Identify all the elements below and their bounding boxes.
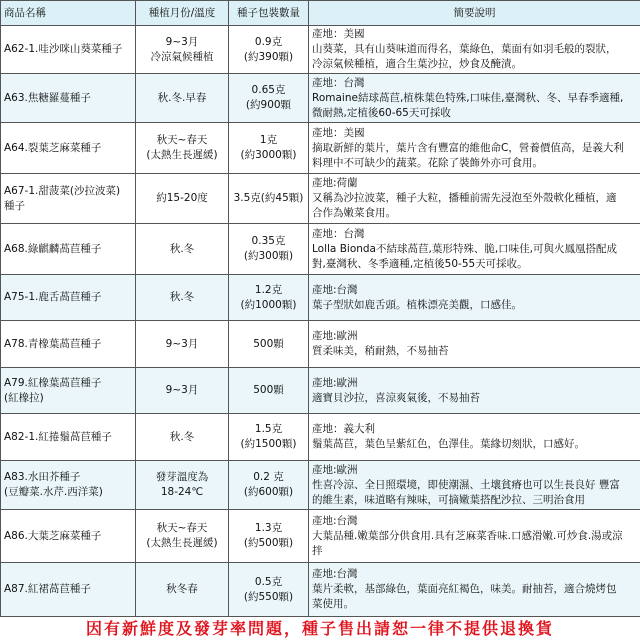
package-quantity-line: 1.3克 <box>232 521 305 536</box>
package-quantity-cell <box>229 174 309 224</box>
description-line: 大葉品種.嫩葉部分供食用.具有芝麻菜香味.口感滑嫩.可炒食.湯或涼 <box>312 529 637 544</box>
description-line: 微耐熱,定植後60-65天可採收 <box>312 106 637 121</box>
product-name-cell <box>1 368 136 414</box>
description-line: 產地:歐洲 <box>312 329 637 344</box>
description-cell <box>309 275 640 321</box>
product-name-line: A87.紅裙萵苣種子 <box>4 582 132 597</box>
description-line: 性喜冷涼、全日照環境，即使潮濕、土壤貧瘠也可以生長良好 豐富 <box>312 478 637 493</box>
product-name-line: A83.水田芥種子 <box>4 470 132 485</box>
description-cell <box>309 224 640 275</box>
description-line: 的維生素，味道略有辣味，可摘嫩葉搭配沙拉、三明治食用 <box>312 493 637 508</box>
description-line: 產地:荷蘭 <box>312 176 637 191</box>
planting-season-line: 9~3月 <box>139 383 225 398</box>
product-name-cell <box>1 510 136 563</box>
description-cell <box>309 74 640 123</box>
product-name-line: (紅橡拉) <box>4 391 132 406</box>
table-row <box>1 563 640 617</box>
planting-season-cell <box>136 563 229 617</box>
description-line: 產地：美國 <box>312 126 637 141</box>
package-quantity-line: 1克 <box>232 133 305 148</box>
planting-season-line: 秋.冬.早春 <box>139 91 225 106</box>
planting-season-cell <box>136 414 229 461</box>
header-name: 商品名稱 <box>1 1 136 26</box>
product-name-line: A86.大葉芝麻菜種子 <box>4 529 132 544</box>
description-cell <box>309 368 640 414</box>
planting-season-line: 秋冬春 <box>139 582 225 597</box>
product-name-cell <box>1 414 136 461</box>
planting-season-line: 9~3月 <box>139 35 225 50</box>
product-name-line: A82-1.紅捲鬚萵苣種子 <box>4 430 132 445</box>
package-quantity-line: 0.5克 <box>232 575 305 590</box>
description-line: 冷涼氣候種植，適合生葉沙拉，炒食及醃漬。 <box>312 57 637 72</box>
package-quantity-line: (約500顆) <box>232 536 305 551</box>
description-line: 產地：義大利 <box>312 422 637 437</box>
table-row <box>1 321 640 368</box>
planting-season-line: 秋.冬 <box>139 290 225 305</box>
description-line: 產地:台灣 <box>312 283 637 298</box>
product-name-cell <box>1 321 136 368</box>
package-quantity-cell <box>229 123 309 174</box>
package-quantity-line: (約1500顆) <box>232 437 305 452</box>
product-name-cell <box>1 26 136 74</box>
table-row <box>1 275 640 321</box>
header-season: 種植月份/溫度 <box>136 1 229 26</box>
planting-season-cell <box>136 461 229 510</box>
table-row <box>1 510 640 563</box>
package-quantity-line: 0.35克 <box>232 234 305 249</box>
table-row <box>1 461 640 510</box>
package-quantity-cell <box>229 74 309 123</box>
package-quantity-cell <box>229 368 309 414</box>
description-line: 菜使用。 <box>312 597 637 612</box>
package-quantity-cell <box>229 275 309 321</box>
product-name-cell <box>1 224 136 275</box>
planting-season-line: (太熱生長遲緩) <box>139 536 225 551</box>
planting-season-line: 秋.冬 <box>139 242 225 257</box>
package-quantity-line: (約1000顆) <box>232 298 305 313</box>
package-quantity-cell <box>229 321 309 368</box>
package-quantity-line: (約3000顆) <box>232 148 305 163</box>
header-desc: 簡要說明 <box>309 1 640 26</box>
description-cell <box>309 414 640 461</box>
package-quantity-cell <box>229 26 309 74</box>
planting-season-line: 18-24℃ <box>139 485 225 500</box>
description-line: 拌 <box>312 544 637 559</box>
description-cell <box>309 321 640 368</box>
header-pack: 種子包裝數量 <box>229 1 309 26</box>
description-line: 產地:台灣 <box>312 567 637 582</box>
planting-season-cell <box>136 224 229 275</box>
table-row <box>1 123 640 174</box>
description-line: 質柔味美，稍耐熱，不易抽苔 <box>312 344 637 359</box>
description-line: 葉片柔軟，基部綠色，葉面亮紅褐色，味美。耐抽苔，適合燒烤包 <box>312 582 637 597</box>
package-quantity-line: 500顆 <box>232 337 305 352</box>
planting-season-cell <box>136 275 229 321</box>
table-row <box>1 26 640 74</box>
package-quantity-line: 0.9克 <box>232 35 305 50</box>
description-line: 合作為嫩菜食用。 <box>312 206 637 221</box>
product-name-cell <box>1 461 136 510</box>
product-name-cell <box>1 275 136 321</box>
planting-season-line: 秋天~春天 <box>139 133 225 148</box>
planting-season-cell <box>136 321 229 368</box>
description-line: 產地:台灣 <box>312 514 637 529</box>
package-quantity-cell <box>229 461 309 510</box>
product-name-line: (豆瓣菜.水芹.西洋菜) <box>4 485 132 500</box>
product-name-line: A67-1.甜菠菜(沙拉波菜) <box>4 184 132 199</box>
planting-season-line: 冷涼氣候種植 <box>139 50 225 65</box>
product-name-line: A79.紅橡葉萵苣種子 <box>4 376 132 391</box>
description-cell <box>309 563 640 617</box>
description-cell <box>309 26 640 74</box>
description-line: 葉子型狀如鹿舌頭。植株漂亮美觀，口感佳。 <box>312 298 637 313</box>
package-quantity-line: 0.65克 <box>232 83 305 98</box>
product-name-line: A78.青橡葉萵苣種子 <box>4 337 132 352</box>
planting-season-cell <box>136 510 229 563</box>
package-quantity-line: (約300顆) <box>232 249 305 264</box>
table-row <box>1 368 640 414</box>
table-row <box>1 414 640 461</box>
package-quantity-line: 0.2 克 <box>232 470 305 485</box>
description-line: 產地：台灣 <box>312 76 637 91</box>
planting-season-line: 秋天~春天 <box>139 521 225 536</box>
planting-season-cell <box>136 123 229 174</box>
product-name-cell <box>1 174 136 224</box>
product-name-line: A63.焦糖羅蔓種子 <box>4 91 132 106</box>
description-line: 適寶貝沙拉，喜涼爽氣後，不易抽苔 <box>312 391 637 406</box>
description-cell <box>309 174 640 224</box>
planting-season-cell <box>136 174 229 224</box>
planting-season-line: 秋.冬 <box>139 430 225 445</box>
product-name-line: A64.裂葉芝麻菜種子 <box>4 141 132 156</box>
description-line: Lolla Bionda不結球萵苣,葉形特殊、脆,口味佳,可與火鳳凰搭配成 <box>312 242 637 257</box>
description-line: 料理中不可缺少的蔬菜。花除了裝飾外亦可食用。 <box>312 156 637 171</box>
package-quantity-line: (約900顆 <box>232 98 305 113</box>
planting-season-cell <box>136 368 229 414</box>
package-quantity-cell <box>229 510 309 563</box>
description-line: 山葵菜，具有山葵味道而得名，葉綠色，葉面有如羽毛般的裂狀， <box>312 42 637 57</box>
product-name-line: A75-1.鹿舌萵苣種子 <box>4 290 132 305</box>
description-line: 鬚葉萵苣，葉色呈紫紅色，色澤佳。葉緣切刻狀，口感好。 <box>312 437 637 452</box>
description-line: Romaine結球萵苣,植株葉色特殊,口味佳,臺灣秋、冬、早春季適種, <box>312 91 637 106</box>
description-cell <box>309 510 640 563</box>
table-row <box>1 224 640 275</box>
planting-season-line: 9~3月 <box>139 337 225 352</box>
description-cell <box>309 461 640 510</box>
description-line: 產地:歐洲 <box>312 376 637 391</box>
package-quantity-line: 500顆 <box>232 383 305 398</box>
package-quantity-line: 1.2克 <box>232 283 305 298</box>
description-cell <box>309 123 640 174</box>
description-line: 產地：美國 <box>312 27 637 42</box>
table-row <box>1 174 640 224</box>
return-policy-notice: 因有新鮮度及發芽率問題，種子售出請恕一律不提供退換貨 <box>0 617 640 641</box>
product-name-line: A62-1.哇沙咪山葵菜種子 <box>4 42 132 57</box>
planting-season-line: 約15-20度 <box>139 191 225 206</box>
planting-season-line: (太熱生長遲緩) <box>139 148 225 163</box>
description-line: 摘取新鮮的葉片，葉片含有豐富的維他命C，營養價值高，是義大利 <box>312 141 637 156</box>
package-quantity-cell <box>229 414 309 461</box>
product-name-cell <box>1 74 136 123</box>
description-line: 產地：台灣 <box>312 227 637 242</box>
description-line: 對,臺灣秋、冬季適種,定植後50-55天可採收。 <box>312 257 637 272</box>
package-quantity-line: (約550顆) <box>232 590 305 605</box>
package-quantity-line: (約390顆) <box>232 50 305 65</box>
planting-season-cell <box>136 26 229 74</box>
header-row <box>1 1 640 26</box>
product-name-line: 種子 <box>4 199 132 214</box>
package-quantity-cell <box>229 563 309 617</box>
package-quantity-line: 3.5克(約45顆) <box>232 191 305 206</box>
planting-season-cell <box>136 74 229 123</box>
product-name-line: A68.綠麒麟萵苣種子 <box>4 242 132 257</box>
package-quantity-line: 1.5克 <box>232 422 305 437</box>
product-name-cell <box>1 563 136 617</box>
package-quantity-line: (約600顆) <box>232 485 305 500</box>
package-quantity-cell <box>229 224 309 275</box>
table-row <box>1 74 640 123</box>
description-line: 產地:歐洲 <box>312 463 637 478</box>
description-line: 又稱為沙拉波菜，種子大粒，播種前需先浸泡至外殼軟化種植，適 <box>312 191 637 206</box>
planting-season-line: 發芽溫度為 <box>139 470 225 485</box>
product-name-cell <box>1 123 136 174</box>
